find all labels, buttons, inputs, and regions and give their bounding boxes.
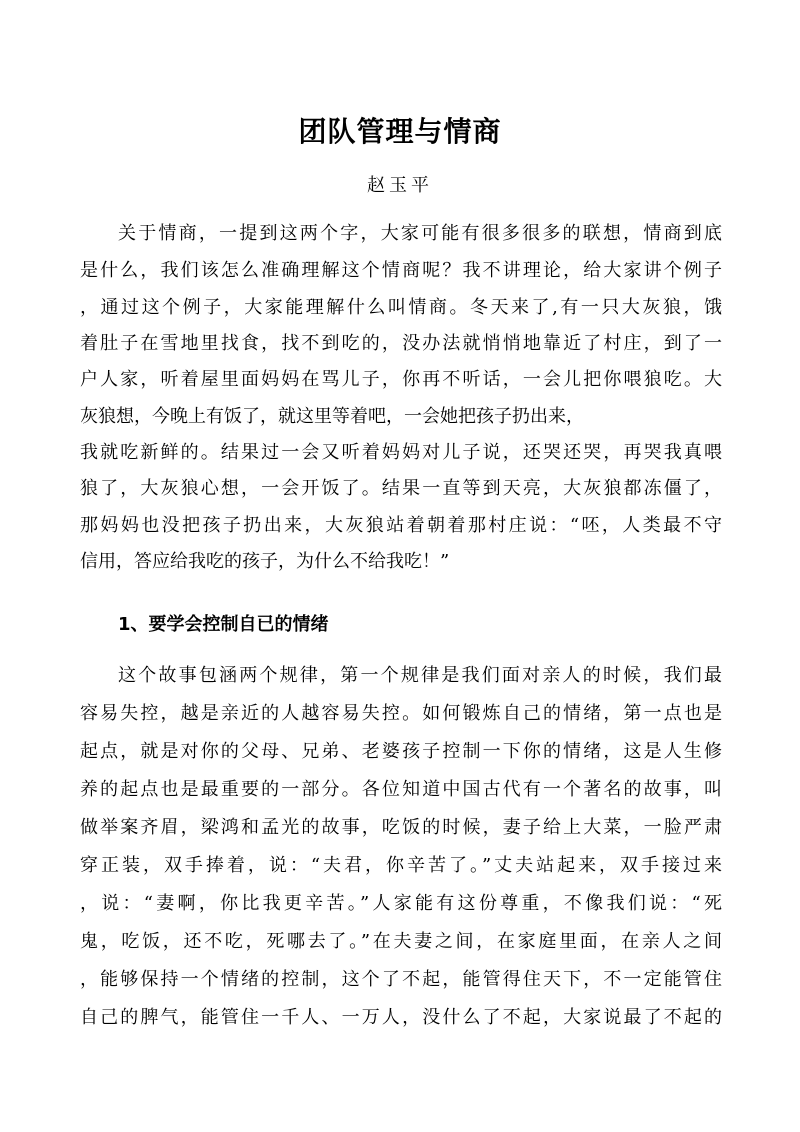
paragraph-line: ，通过这个例子，大家能理解什么叫情商。冬天来了,有一只大灰狼，饿	[80, 297, 722, 318]
paragraph-line: 自己的脾气，能管住一千人、一万人，没什么了不起，大家说最了不起的	[80, 1007, 722, 1028]
paragraph-line: 户人家，听着屋里面妈妈在骂儿子，你再不听话，一会儿把你喂狼吃。大	[80, 369, 722, 390]
section-heading: 1、要学会控制自已的情绪	[118, 614, 329, 635]
paragraph-line: ，能够保持一个情绪的控制，这个了不起，能管得住天下，不一定能管住	[80, 969, 722, 990]
paragraph-line: 着肚子在雪地里找食，找不到吃的，没办法就悄悄地靠近了村庄，到了一	[80, 333, 722, 354]
paragraph-line: ，说：“妻啊，你比我更辛苦。”人家能有这份尊重，不像我们说：“死	[80, 893, 722, 914]
paragraph-line: 容易失控，越是亲近的人越容易失控。如何锻炼自己的情绪，第一点也是	[80, 703, 722, 724]
paragraph-line: 信用，答应给我吃的孩子，为什么不给我吃！”	[80, 551, 450, 572]
paragraph-line: 养的起点也是最重要的一部分。各位知道中国古代有一个著名的故事，叫	[80, 779, 722, 800]
page-title: 团队管理与情商	[298, 115, 502, 148]
paragraph-line: 鬼，吃饭，还不吃，死哪去了。”在夫妻之间，在家庭里面，在亲人之间	[80, 931, 722, 952]
paragraph-line: 这个故事包涵两个规律，第一个规律是我们面对亲人的时候，我们最	[118, 665, 722, 686]
author-name: 赵玉平	[367, 175, 433, 196]
paragraph-line: 我就吃新鲜的。结果过一会又听着妈妈对儿子说，还哭还哭，再哭我真喂	[80, 442, 722, 463]
paragraph-line: 穿正装，双手捧着，说：“夫君，你辛苦了。”丈夫站起来，双手接过来	[80, 855, 722, 876]
paragraph-line: 是什么，我们该怎么准确理解这个情商呢？我不讲理论，给大家讲个例子	[80, 260, 722, 281]
paragraph-line: 关于情商，一提到这两个字，大家可能有很多很多的联想，情商到底	[118, 223, 722, 244]
paragraph-line: 狼了，大灰狼心想，一会开饭了。结果一直等到天亮，大灰狼都冻僵了，	[80, 478, 722, 499]
paragraph-line: 起点，就是对你的父母、兄弟、老婆孩子控制一下你的情绪，这是人生修	[80, 741, 722, 762]
paragraph-line: 做举案齐眉，梁鸿和孟光的故事，吃饭的时候，妻子给上大菜，一脸严肃	[80, 817, 722, 838]
paragraph-line: 那妈妈也没把孩子扔出来，大灰狼站着朝着那村庄说：“呸，人类最不守	[80, 515, 722, 536]
paragraph-line: 灰狼想，今晚上有饭了，就这里等着吧，一会她把孩子扔出来，	[80, 406, 584, 427]
